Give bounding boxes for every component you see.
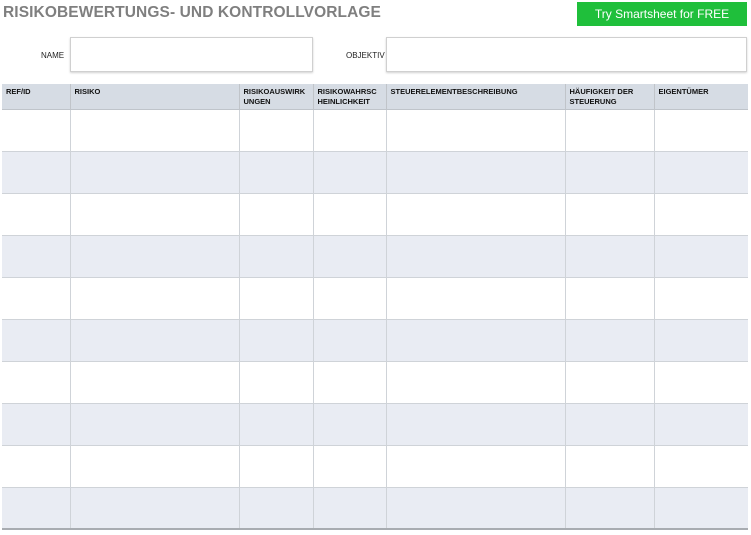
table-cell[interactable] <box>70 361 239 403</box>
column-header-risiko: RISIKO <box>70 84 239 109</box>
table-cell[interactable] <box>654 445 748 487</box>
table-cell[interactable] <box>70 109 239 151</box>
table-cell[interactable] <box>654 235 748 277</box>
try-smartsheet-button[interactable]: Try Smartsheet for FREE <box>577 2 747 26</box>
table-cell[interactable] <box>386 235 565 277</box>
column-header-haeufigkeit: HÄUFIGKEIT DER STEUERUNG <box>565 84 654 109</box>
table-header-row <box>2 84 748 109</box>
table-cell[interactable] <box>313 487 386 529</box>
column-header-risikowahrscheinlichkeit: RISIKOWAHRSC HEINLICHKEIT <box>313 84 386 109</box>
table-cell[interactable] <box>2 403 70 445</box>
table-row <box>2 319 748 361</box>
table-cell[interactable] <box>386 403 565 445</box>
table-cell[interactable] <box>239 235 313 277</box>
table-cell[interactable] <box>313 109 386 151</box>
table-cell[interactable] <box>565 193 654 235</box>
table-row <box>2 361 748 403</box>
table-cell[interactable] <box>565 109 654 151</box>
table-cell[interactable] <box>70 151 239 193</box>
table-cell[interactable] <box>313 319 386 361</box>
page-title: RISIKOBEWERTUNGS- UND KONTROLLVORLAGE <box>3 4 381 21</box>
table-cell[interactable] <box>239 319 313 361</box>
table-cell[interactable] <box>565 361 654 403</box>
risk-control-table <box>2 84 748 530</box>
table-cell[interactable] <box>386 487 565 529</box>
name-field[interactable] <box>70 37 313 72</box>
table-cell[interactable] <box>654 361 748 403</box>
table-row <box>2 109 748 151</box>
table-cell[interactable] <box>2 319 70 361</box>
table-cell[interactable] <box>2 109 70 151</box>
table-cell[interactable] <box>2 361 70 403</box>
table-cell[interactable] <box>2 445 70 487</box>
column-header-eigentuemer: EIGENTÜMER <box>654 84 748 109</box>
table-cell[interactable] <box>386 361 565 403</box>
table-cell[interactable] <box>2 277 70 319</box>
table-cell[interactable] <box>239 361 313 403</box>
table-cell[interactable] <box>654 109 748 151</box>
table-cell[interactable] <box>70 319 239 361</box>
column-header-ref-id: REF/ID <box>2 84 70 109</box>
table-cell[interactable] <box>313 277 386 319</box>
table-cell[interactable] <box>2 193 70 235</box>
table-cell[interactable] <box>565 403 654 445</box>
table-cell[interactable] <box>386 109 565 151</box>
table-cell[interactable] <box>239 151 313 193</box>
objective-label: OBJEKTIV <box>346 51 385 60</box>
table-cell[interactable] <box>654 487 748 529</box>
table-cell[interactable] <box>654 403 748 445</box>
table-cell[interactable] <box>70 445 239 487</box>
table-cell[interactable] <box>239 403 313 445</box>
table-cell[interactable] <box>386 319 565 361</box>
table-cell[interactable] <box>70 487 239 529</box>
table-cell[interactable] <box>70 403 239 445</box>
table-row <box>2 277 748 319</box>
table-row <box>2 193 748 235</box>
table-cell[interactable] <box>386 445 565 487</box>
table-cell[interactable] <box>565 235 654 277</box>
table-row <box>2 487 748 529</box>
table-cell[interactable] <box>565 277 654 319</box>
table-row <box>2 445 748 487</box>
name-label: NAME <box>41 51 65 60</box>
table-cell[interactable] <box>386 277 565 319</box>
table-cell[interactable] <box>2 235 70 277</box>
column-header-steuerelementbeschreibung: STEUERELEMENTBESCHREIBUNG <box>386 84 565 109</box>
table-cell[interactable] <box>565 319 654 361</box>
table-cell[interactable] <box>239 277 313 319</box>
table-cell[interactable] <box>565 151 654 193</box>
table-cell[interactable] <box>565 445 654 487</box>
table-cell[interactable] <box>654 319 748 361</box>
table-cell[interactable] <box>70 235 239 277</box>
table-cell[interactable] <box>2 487 70 529</box>
table-cell[interactable] <box>70 277 239 319</box>
table-cell[interactable] <box>2 151 70 193</box>
table-cell[interactable] <box>654 151 748 193</box>
table-cell[interactable] <box>654 277 748 319</box>
table-row <box>2 403 748 445</box>
table-cell[interactable] <box>654 193 748 235</box>
table-cell[interactable] <box>313 361 386 403</box>
table-row <box>2 235 748 277</box>
table-cell[interactable] <box>239 445 313 487</box>
table-cell[interactable] <box>313 445 386 487</box>
table-cell[interactable] <box>239 487 313 529</box>
table-row <box>2 151 748 193</box>
table-cell[interactable] <box>239 193 313 235</box>
table-cell[interactable] <box>70 193 239 235</box>
table-cell[interactable] <box>386 151 565 193</box>
table-cell[interactable] <box>313 235 386 277</box>
column-header-risikoauswirkungen: RISIKOAUSWIRK UNGEN <box>239 84 313 109</box>
objective-field[interactable] <box>386 37 747 72</box>
table-cell[interactable] <box>565 487 654 529</box>
table-cell[interactable] <box>313 403 386 445</box>
table-cell[interactable] <box>313 151 386 193</box>
table-cell[interactable] <box>386 193 565 235</box>
table-cell[interactable] <box>313 193 386 235</box>
table-cell[interactable] <box>239 109 313 151</box>
